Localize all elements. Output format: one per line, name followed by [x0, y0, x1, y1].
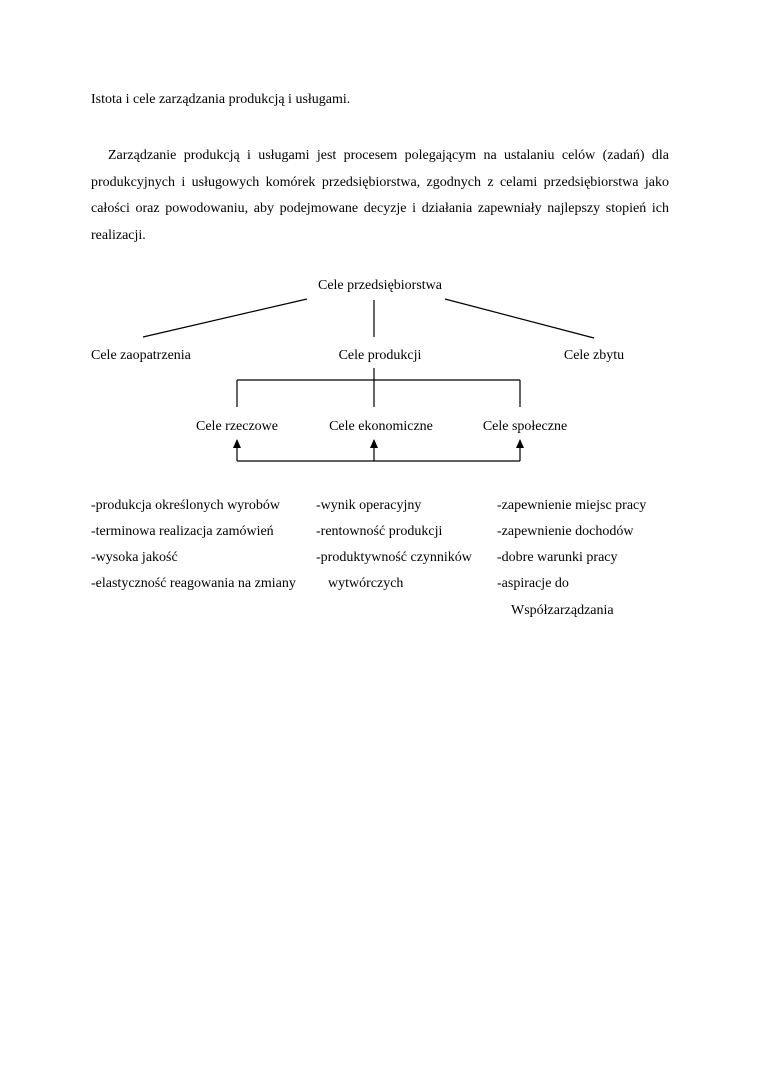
intro-paragraph-text: Zarządzanie produkcją i usługami jest procesem polegającym na ustalaniu celów (zadań) dla produkcyjnych i usługowych komórek przedsiębiorstwa, zgodnych z celami przedsiębiorstwa jako całości oraz powodowaniu, aby podejmowane decyzje i działania zapewniały najlepszy stopień ich realizacji. [91, 148, 669, 243]
list-item: -wysoka jakość [91, 550, 178, 565]
node-cele-zbytu: Cele zbytu [563, 348, 625, 363]
list-item: -rentowność produkcji [316, 524, 443, 539]
list-item: wytwórczych [328, 576, 404, 591]
node-cele-przedsiebiorstwa: Cele przedsiębiorstwa [317, 278, 443, 293]
node-cele-zaopatrzenia: Cele zaopatrzenia [91, 348, 191, 363]
node-cele-produkcji: Cele produkcji [338, 348, 422, 363]
list-item: -wynik operacyjny [316, 498, 422, 513]
list-item: -aspiracje do [497, 576, 569, 591]
list-item: Współzarządzania [511, 603, 614, 618]
list-item: -zapewnienie miejsc pracy [497, 498, 647, 513]
list-item: -dobre warunki pracy [497, 550, 618, 565]
node-cele-spoleczne: Cele społeczne [482, 419, 568, 434]
list-item: -zapewnienie dochodów [497, 524, 634, 539]
list-item: -elastyczność reagowania na zmiany [91, 576, 296, 591]
list-item: -terminowa realizacja zamówień [91, 524, 274, 539]
list-item: -produkcja określonych wyrobów [91, 498, 280, 513]
page-heading: Istota i cele zarządzania produkcją i usługami. [91, 92, 351, 107]
connector-root-to-zaopatrzenia [143, 299, 307, 337]
connector-root-to-zbytu [445, 299, 594, 338]
list-item: -produktywność czynników [316, 550, 472, 565]
node-cele-ekonomiczne: Cele ekonomiczne [329, 419, 433, 434]
node-cele-rzeczowe: Cele rzeczowe [196, 419, 278, 434]
